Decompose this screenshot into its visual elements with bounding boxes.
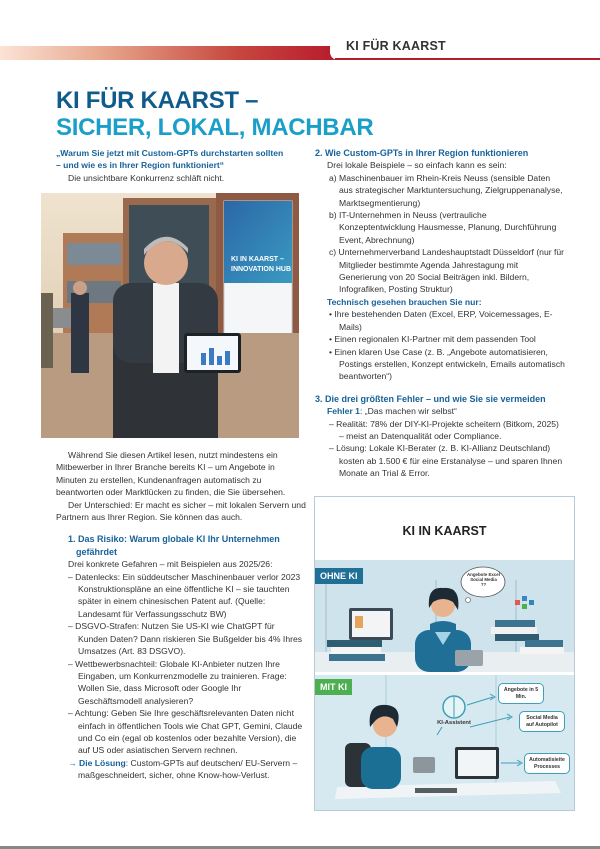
section-header-title: KI FÜR KAARST [346,39,446,53]
intro-paragraph-2: Der Unterschied: Er macht es sicher – mit lokalen Servern und Partnern aus Ihrer Region. Sie können das auch. [56,499,306,523]
svg-text:INNOVATION HUB: INNOVATION HUB [231,266,292,273]
article-photo [41,193,299,438]
header-accent-band [0,46,335,60]
right-column-body [315,147,565,480]
infographic [314,496,575,811]
section3-item: – Lösung: Lokale KI-Berater (z. B. KI-Allianz Deutschland) kosten ab 1.500 € für eine Erstanalyse – und sparen Ihnen Monate an Trial & Error. [329,443,563,479]
photo-sign-text: KI IN KAARST – [231,256,284,263]
thought-bubble-text: Angebote Excel Social Media ?? [467,572,500,588]
outcome-box: Automatisieite Processes [524,753,570,774]
solution-label: Die Lösung [78,757,126,768]
tech-item: • Einen regionalen KI-Partner mit dem passenden Tool [329,334,536,345]
error-label: Fehler 1 [327,406,360,417]
panel-with-ki [315,675,574,810]
article-title-line1: KI FÜR KAARST – [56,87,259,114]
section2-example: b) IT-Unternehmen in Neuss (vertrauliche Konzeptentwicklung Hausmesse, Planung, Durchführung Event, Abrechnung) [329,210,557,245]
solution-text: : Custom-GPTs auf deutschen/ EU-Servern – maßgeschneidert, sicher, ohne Know-how-Verlust. [78,757,298,781]
article-title-line2: SICHER, LOKAL, MACHBAR [56,114,374,141]
section3-heading: 3. Die drei größten Fehler – und wie Sie sie vermeiden [315,393,546,404]
photo-illustration [41,193,299,438]
tech-item: • Einen klaren Use Case (z. B. „Angebote automatisieren, Postings erstellen, Konzept entwickeln, Emails automatisch beantworten“) [329,346,565,382]
error-1 [315,405,565,417]
section2-heading: 2. Wie Custom-GPTs in Ihrer Region funktionieren [315,148,529,158]
left-column-body [56,449,306,782]
section1-item: – Datenlecks: Ein süddeutscher Maschinenbauer verlor 2023 Konstruktionspläne an eine öffentliche KI – sie tauchten später in einem chinesischen Patent auf. (Quelle: Landesamt für Verfassungsschutz BW) [68,571,301,619]
ki-assistant-label: KI-Assistent [437,720,471,726]
section1-item: – Wettbewerbsnachteil: Globale KI-Anbieter nutzen Ihre Eingaben, um Konkurrenzmodelle zu trainieren. Frage: Wollen Sie, dass Microsoft oder Google Ihr Geschäftsmodell analysieren? [68,658,287,706]
tech-item: • Ihre bestehenden Daten (Excel, ERP, Voicemessages, E-Mails) [329,309,553,332]
error-text: : „Das machen wir selbst“ [359,406,457,417]
outcome-box: Angebote in 5 Min. [498,683,544,704]
section3-item: – Realität: 78% der DIY-KI-Projekte scheitern (Bitkom, 2025) – meist an Datenqualität oder Compliance. [329,418,559,441]
section1-item: – Achtung: Geben Sie Ihre geschäftsrelevanten Daten nicht einfach in öffentlichen Tools wie Chat GPT, Gemini, Claude und Co ein (egal ob kostenlos oder bezahlte Version), die auf US oder asiatischen Servern rechnen. [68,708,303,756]
section2-example: c) Unternehmerverband Landeshauptstadt Düsseldorf (nur für Mitglieder bestimmte Agenda Jahrestagung mit Generierung von 20 Social Beiträgen inkl. Bildern, Infografiken, Posting Struktur) [329,247,565,295]
intro-paragraph-1: Während Sie diesen Artikel lesen, nutzt mindestens ein Mitbewerber in Ihrer Branche bereits KI – um Angebote in Minuten zu erstellen, Kundenanfragen automatisch zu beantworten oder Marktlücken zu finden, die Sie übersehen. [56,450,286,498]
label-without-ki: OHNE KI [315,568,363,584]
section1-heading: 1. Das Risiko: Warum globale KI Ihr Unternehmen gefährdet [68,534,280,557]
section2-example: a) Maschinenbauer im Rhein-Kreis Neuss (sensible Daten aus strategischer Marktuntersuchung, Zielgruppenanalyse, Marktsegmentierung) [329,172,563,208]
lead-quote: „Warum Sie jetzt mit Custom-GPTs durchstarten sollten – und wie es in Ihrer Region funktioniert“ [56,148,284,171]
lead-subline: Die unsichtbare Konkurrenz schläft nicht. [68,172,225,183]
section1-intro: Drei konkrete Gefahren – mit Beispielen aus 2025/26: [68,559,273,570]
section1-solution [56,757,306,782]
arrow-right-icon: → [68,757,77,768]
panel-without-ki [315,560,574,672]
section1-item: – DSGVO-Strafen: Nutzen Sie US-KI wie ChatGPT für Kunden Daten? Dann riskieren Sie Bußgelder bis 4% Ihres Umsatzes (Art. 83 DSGVO). [68,621,303,657]
tech-heading: Technisch gesehen brauchen Sie nur: [327,296,482,307]
section2-intro: Drei lokale Beispiele – so einfach kann es sein: [327,160,507,171]
label-with-ki: MIT KI [315,679,352,695]
header-accent-line [335,58,600,60]
outcome-box: Social Media auf Autopilot [519,711,565,732]
infographic-title: KI IN KAARST [402,524,487,538]
lead-block [56,147,306,184]
